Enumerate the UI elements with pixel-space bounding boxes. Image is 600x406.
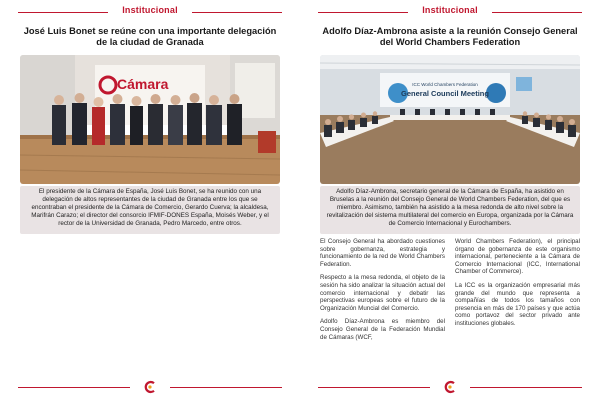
header-rule-right xyxy=(492,12,582,13)
group-photo xyxy=(20,55,280,184)
photo-caption: El presidente de la Cámara de España, José Luis Bonet, se ha reunido con una delegación de altos representantes de la ciudad de Granada entre los que se encontraban el presidente de la Cámara de Comercio, Gerardo Cuerva; la alcaldesa, Marifrán Carazo; el director del consorcio IFMIF-DONES España, Moisés Weber, y el rector de la Universidad de Granada, Pedro Marcedo, entre otros. xyxy=(20,186,280,234)
body-paragraph: Adolfo Díaz-Ambrona es miembro del Consejo General de la Federación Mundial de Cámaras (WCF, xyxy=(320,318,445,341)
camara-logo-icon xyxy=(143,380,157,394)
body-column-2 xyxy=(455,238,580,347)
article-body xyxy=(320,238,580,347)
right-page xyxy=(300,0,600,406)
section-label: Institucional xyxy=(422,5,478,15)
body-paragraph: La ICC es la organización empresarial más grande del mundo que representa a compañías de todos los tamaños con presencia en más de 170 países y que actúa como portavoz del sector privado ante instituciones globales. xyxy=(455,281,580,327)
body-paragraph: World Chambers Federation), el principal órgano de gobernanza de este organismo internacional, perteneciente a la Cámara de Comercio Internacional (ICC, International Chamber of Commerce). xyxy=(455,238,580,276)
footer-rule-right xyxy=(470,387,582,388)
body-paragraph: Respecto a la mesa redonda, el objeto de la sesión ha sido analizar la situación actual del comercio internacional y debatir las perspectivas europeas sobre el futuro de la Organización Muncial del Comercio. xyxy=(320,274,445,312)
article-title: José Luis Bonet se reúne con una importante delegación de la ciudad de Granada xyxy=(23,26,277,47)
section-label: Institucional xyxy=(122,5,178,15)
page-footer xyxy=(318,380,582,394)
footer-rule-left xyxy=(318,387,430,388)
photo-caption: Adolfo Díaz-Ambrona, secretario general de la Cámara de España, ha asistido en Bruselas a la reunión del Consejo General de World Chambers Federation, del que es miembro. Asimismo, también ha asistido a la mesa redonda de alto nivel sobre la revitalización del sistema multilateral del comercio en Europa, organizada por la Cámara de Comercio Internacional y Eurochambers. xyxy=(320,186,580,234)
banner-line1: ICC World Chambers Federation xyxy=(412,82,478,87)
body-column-1 xyxy=(320,238,445,347)
article-title: Adolfo Díaz-Ambrona asiste a la reunión Consejo General del World Chambers Federation xyxy=(322,26,578,47)
camara-logo-icon xyxy=(443,380,457,394)
section-header xyxy=(318,4,582,20)
footer-rule-left xyxy=(18,387,130,388)
banner-line2: General Council Meeting xyxy=(401,89,489,98)
header-rule-right xyxy=(192,12,282,13)
banner-text: Cámara xyxy=(117,76,169,92)
page-footer xyxy=(18,380,282,394)
meeting-photo xyxy=(320,55,580,184)
footer-rule-right xyxy=(170,387,282,388)
section-header xyxy=(18,4,282,20)
body-paragraph: El Consejo General ha abordado cuestiones sobre gobernanza, estrategia y funcionamiento de la red de World Chambers Federation. xyxy=(320,238,445,268)
